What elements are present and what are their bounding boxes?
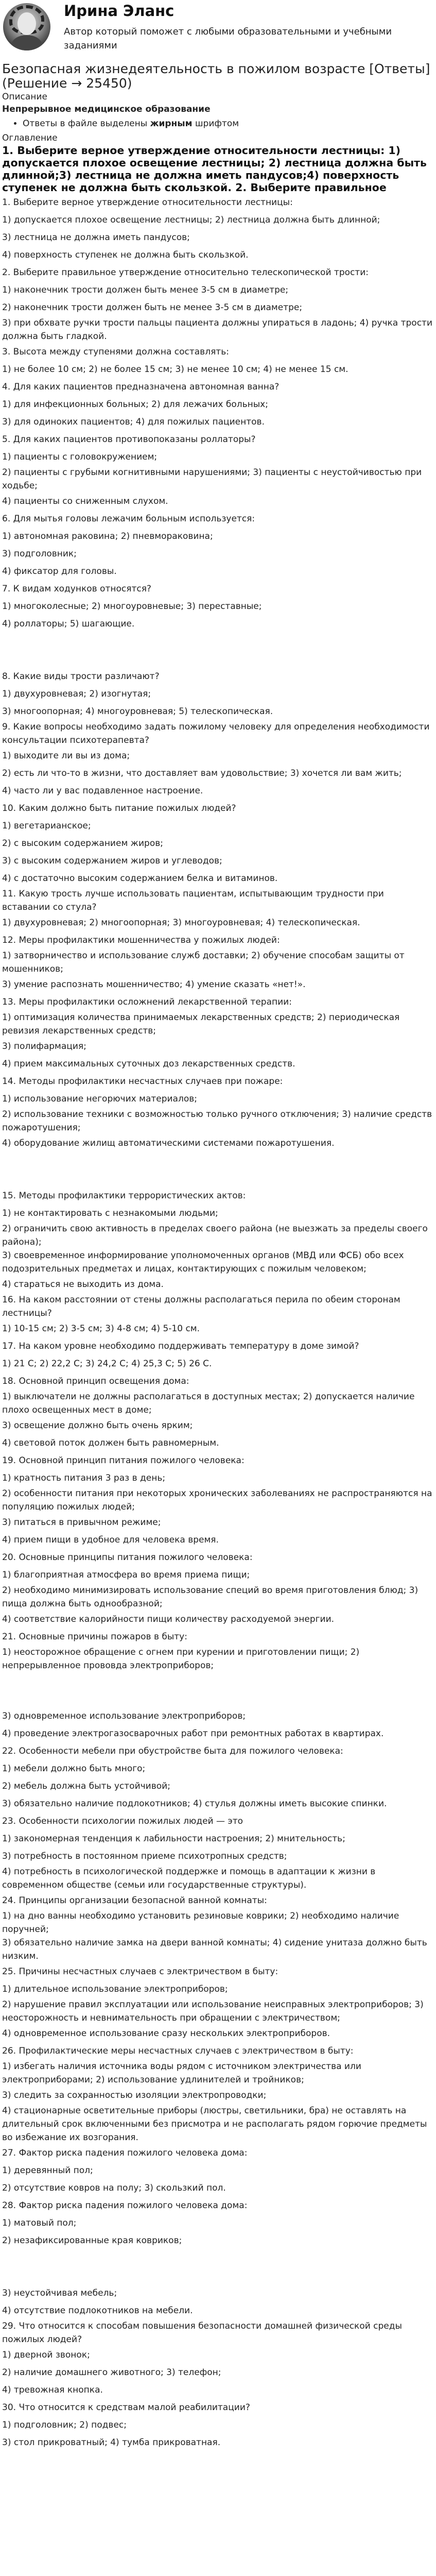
blank-line: [2, 1152, 432, 1170]
text-line: 9. Какие вопросы необходимо задать пожилому человеку для определения необходимости консультации психотерапевта?: [2, 722, 430, 745]
text-line: 3) обязательно наличие замка на двери ванной комнаты; 4) сидение унитаза должно быть низким.: [2, 1938, 427, 1961]
text-line: 1) 10-15 см; 2) 3-5 см; 3) 4-8 см; 4) 5-10 см.: [2, 1324, 200, 1334]
text-line: 1) не контактировать с незнакомыми людьми;: [2, 1208, 218, 1218]
text-line: 21. Основные причины пожаров в быту:: [2, 1632, 187, 1642]
text-line: 23. Особенности психологии пожилых людей — это: [2, 1816, 243, 1826]
text-line: 4) прием максимальных суточных доз лекарственных средств.: [2, 1059, 295, 1069]
text-line: 2) наконечник трости должен быть не менее 3-5 см в диаметре;: [2, 302, 303, 313]
text-line: 3) неустойчивая мебель;: [2, 2288, 117, 2298]
text-line: 15. Методы профилактики террористических актов:: [2, 1191, 246, 1201]
notes-list: [2, 115, 432, 132]
text-line: 1) на дно ванны необходимо установить резиновые коврики; 2) необходимо наличие поручней;: [2, 1911, 399, 1935]
text-line: 1) автономная раковина; 2) пневмораковина;: [2, 531, 213, 541]
subject-label: Непрерывное медицинское образование: [2, 104, 211, 114]
avatar-face: [18, 12, 36, 35]
text-line: 3) освещение должно быть очень ярким;: [2, 1420, 193, 1431]
text-line: 1) неосторожное обращение с огнем при курении и приготовлении пищи; 2) непрерывленное прововда электроприборов;: [2, 1647, 360, 1671]
text-line: 1) 21 С; 2) 22,2 С; 3) 24,2 С; 4) 25,3 С; 5) 26 С.: [2, 1359, 212, 1369]
text-line: 4) прием пищи в удобное для человека время.: [2, 1535, 219, 1545]
text-line: 1) допускается плохое освещение лестницы; 2) лестница должна быть длинной;: [2, 215, 380, 225]
text-line: 3) стол прикроватный; 4) тумба прикроватная.: [2, 2437, 221, 2448]
text-line: 28. Фактор риска падения пожилого человека дома:: [2, 2200, 248, 2211]
text-line: 1. Выберите верное утверждение относительности лестницы:: [2, 197, 293, 208]
text-line: 4) часто ли у вас подавленное настроение.: [2, 786, 203, 796]
text-line: 3) подголовник;: [2, 549, 77, 559]
text-line: 13. Меры профилактики осложнений лекарственной терапии:: [2, 997, 292, 1007]
text-line: 3) обязательно наличие подлокотников; 4) стулья должны иметь высокие спинки.: [2, 1799, 387, 1809]
text-line: 3) полифармация;: [2, 1041, 86, 1052]
author-avatar[interactable]: [3, 3, 50, 50]
text-line: 1) оптимизация количества принимаемых лекарственных средств; 2) периодическая ревизия лекарственных средств;: [2, 1012, 400, 1036]
text-line: 1) матовый пол;: [2, 2218, 77, 2228]
text-line: 17. На каком уровне необходимо поддерживать температуру в доме зимой?: [2, 1341, 359, 1351]
text-line: 14. Методы профилактики несчастных случаев при пожаре:: [2, 1076, 283, 1087]
note-bold: жирным: [150, 118, 193, 129]
avatar-body: [11, 35, 42, 50]
text-line: 5. Для каких пациентов противопоказаны роллаторы?: [2, 434, 256, 445]
text-line: 1) выключатели не должны располагаться в доступных местах; 2) допускается наличие плохо освещенных мест в доме;: [2, 1392, 415, 1415]
text-line: 7. К видам ходунков относятся?: [2, 584, 151, 594]
text-line: 1) использование негорючих материалов;: [2, 1094, 197, 1104]
text-line: 3) своевременное информирование уполномоченных органов (МВД или ФСБ) обо всех подозрительных предметах и лицах, контактирующих с пожилым человеком;: [2, 1250, 404, 1274]
text-line: 1) деревянный пол;: [2, 2165, 93, 2176]
text-line: 4. Для каких пациентов предназначена автономная ванна?: [2, 382, 280, 392]
text-line: 8. Какие виды трости различают?: [2, 671, 160, 682]
text-line: 1) вегетарианское;: [2, 821, 91, 831]
text-line: 4) стационарные осветительные приборы (люстры, светильники, бра) не оставлять на длительный срок включенными без присмотра и не располагать рядом горючие предметы во избежание их возгорания.: [2, 2106, 427, 2143]
document-content: [2, 62, 432, 2451]
text-line: 1) двухуровневая; 2) изогнутая;: [2, 689, 151, 699]
text-line: 2) незафиксированные края ковриков;: [2, 2235, 182, 2246]
text-line: 3) потребность в постоянном приеме психотропных средств;: [2, 1851, 287, 1861]
text-line: 2) есть ли что-то в жизни, что доставляет вам удовольствие; 3) хочется ли вам жить;: [2, 768, 402, 778]
text-line: 1) благоприятная атмосфера во время приема пищи;: [2, 1570, 250, 1580]
text-line: 3) с высоким содержанием жиров и углеводов;: [2, 856, 222, 866]
text-line: 6. Для мытья головы лежачим больным используется:: [2, 514, 255, 524]
text-line: 2) мебель должна быть устойчивой;: [2, 1781, 170, 1791]
note-suffix: шрифтом: [192, 118, 239, 129]
blank-line: [2, 633, 432, 650]
text-line: 1) длительное использование электроприборов;: [2, 1984, 228, 1994]
document-title: Безопасная жизнедеятельность в пожилом возрасте [Ответы] (Решение → 25450): [2, 61, 430, 91]
text-line: 4) соответствие калорийности пищи количеству расходуемой энергии.: [2, 1614, 335, 1624]
text-line: 30. Что относится к средствам малой реабилитации?: [2, 2402, 250, 2413]
text-line: 1) подголовник; 2) подвес;: [2, 2420, 127, 2430]
text-line: 3) следить за сохранностью изоляции электропроводки;: [2, 2090, 267, 2100]
text-line: 22. Особенности мебели при обустройстве быта для пожилого человека:: [2, 1746, 343, 1756]
text-line: 4) пациенты со сниженным слухом.: [2, 496, 168, 506]
text-line: 18. Основной принцип освещения дома:: [2, 1376, 189, 1386]
blank-line: [2, 1170, 432, 1187]
blank-line: [2, 2249, 432, 2267]
text-line: 2. Выберите правильное утверждение относительно телескопической трости:: [2, 267, 369, 278]
text-line: 2) пациенты с грубыми когнитивными нарушениями; 3) пациенты с неустойчивостью при ходьбе;: [2, 467, 422, 491]
text-line: 27. Фактор риска падения пожилого человека дома:: [2, 2148, 248, 2158]
text-line: 1) закономерная тенденция к лабильности настроения; 2) мнительность;: [2, 1834, 345, 1844]
text-line: 3) лестница не должна иметь пандусов;: [2, 232, 190, 243]
text-line: 4) поверхность ступенек не должна быть скользкой.: [2, 250, 249, 260]
text-line: 4) оборудование жилищ автоматическими системами пожаротушения.: [2, 1138, 335, 1148]
text-line: 11. Какую трость лучше использовать пациентам, испытывающим трудности при вставании со стула?: [2, 889, 384, 912]
blank-line: [2, 2267, 432, 2284]
text-line: 4) тревожная кнопка.: [2, 2385, 103, 2395]
author-description: Автор который поможет с любыми образовательными и учебными заданиями: [64, 26, 392, 51]
text-line: 2) ограничить свою активность в пределах своего района (не выезжать за пределы своего района);: [2, 1224, 428, 1247]
text-line: 3) питаться в привычном режиме;: [2, 1517, 161, 1528]
text-line: 26. Профилактические меры несчастных случаев с электричеством в быту:: [2, 2046, 354, 2056]
first-question-heading: 1. Выберите верное утверждение относительности лестницы: 1) допускается плохое освещение лестницы; 2) лестница должна быть длинной;3) лестница не должна иметь пандусов;4) поверхность ступенек не должна быть скользкой. 2. Выберите правильное: [2, 144, 427, 194]
text-line: 16. На каком расстоянии от стены должны располагаться перила по обеим сторонам лестницы?: [2, 1295, 400, 1318]
text-line: 4) проведение электрогазосварочных работ при ремонтных работах в квартирах.: [2, 1728, 384, 1739]
text-line: 3) многоопорная; 4) многоуровневая; 5) телескопическая.: [2, 706, 273, 717]
text-line: 24. Принципы организации безопасной ванной комнаты:: [2, 1895, 267, 1906]
text-line: 1) избегать наличия источника воды рядом с источником электричества или электроприборами; 2) использование удлинителей и тройников;: [2, 2061, 361, 2085]
text-line: 25. Причины несчастных случаев с электричеством в быту:: [2, 1967, 278, 1977]
text-line: 1) пациенты с головокружением;: [2, 452, 158, 462]
text-line: 1) двухуровневая; 2) многоопорная; 3) многоуровневая; 4) телескопическая.: [2, 918, 360, 928]
text-line: 1) многоколесные; 2) многоуровневые; 3) переставные;: [2, 601, 262, 612]
text-line: 2) нарушение правил эксплуатации или использование неисправных электроприборов; 3) неосторожность и невнимательность при обращении с электричеством;: [2, 1999, 424, 2023]
text-line: 4) отсутствие подлокотников на мебели.: [2, 2306, 193, 2316]
note-prefix: Ответы в файле выделены: [23, 118, 150, 129]
text-line: 3) для одиноких пациентов; 4) для пожилых пациентов.: [2, 417, 265, 427]
text-line: 4) фиксатор для головы.: [2, 566, 117, 577]
text-line: 2) использование техники с возможностью только ручного отключения; 3) наличие средств пожаротушения;: [2, 1109, 432, 1133]
text-line: 4) с достаточно высоким содержанием белка и витаминов.: [2, 873, 278, 884]
answer-note: [23, 115, 432, 132]
text-line: 19. Основной принцип питания пожилого человека:: [2, 1455, 245, 1466]
toc-label: Оглавление: [2, 133, 58, 143]
blank-line: [2, 1690, 432, 1707]
text-line: 2) особенности питания при некоторых хронических заболеваниях не распространяются на популяцию пожилых людей;: [2, 1488, 432, 1512]
text-line: 1) наконечник трости должен быть менее 3-5 см в диаметре;: [2, 285, 289, 295]
text-line: 1) мебели должно быть много;: [2, 1764, 146, 1774]
text-line: 4) световой поток должен быть равномерным.: [2, 1438, 219, 1448]
text-line: 1) дверной звонок;: [2, 2350, 90, 2360]
text-line: 1) кратность питания 3 раз в день;: [2, 1473, 166, 1483]
blank-line: [2, 1672, 432, 1690]
text-line: 12. Меры профилактики мошенничества у пожилых людей:: [2, 935, 280, 945]
text-line: 10. Каким должно быть питание пожилых людей?: [2, 803, 236, 814]
text-line: 3. Высота между ступенями должна составлять:: [2, 347, 229, 357]
text-line: 4) потребность в психологической поддержке и помощь в адаптации к жизни в современном обществе (семьи или государственные структуры).: [2, 1867, 376, 1890]
author-header: [0, 0, 436, 61]
text-line: 4) роллаторы; 5) шагающие.: [2, 619, 135, 629]
text-line: 2) наличие домашнего животного; 3) телефон;: [2, 2367, 221, 2378]
text-line: 2) отсутствие ковров на полу; 3) скользкий пол.: [2, 2183, 226, 2193]
text-line: 2) с высоким содержанием жиров;: [2, 838, 163, 849]
text-line: 1) выходите ли вы из дома;: [2, 751, 130, 761]
blank-line: [2, 650, 432, 668]
text-line: 4) стараться не выходить из дома.: [2, 1279, 164, 1290]
author-name[interactable]: Ирина Эланс: [64, 2, 175, 20]
text-line: 20. Основные принципы питания пожилого человека:: [2, 1552, 253, 1563]
text-line: 3) умение распознать мошенничество; 4) умение сказать «нет!».: [2, 979, 306, 990]
question-list: [2, 194, 432, 2451]
text-line: 1) не более 10 см; 2) не более 15 см; 3) не менее 10 см; 4) не менее 15 см.: [2, 364, 348, 375]
text-line: 1) затворничество и использование служб доставки; 2) обучение способам защиты от мошенников;: [2, 951, 405, 974]
description-label: Описание: [2, 92, 47, 102]
text-line: 3) при обхвате ручки трости пальцы пациента должны упираться в ладонь; 4) ручка трости должна быть гладкой.: [2, 318, 432, 342]
text-line: 2) необходимо минимизировать использование специй во время приготовления блюд; 3) пища должна быть однообразной;: [2, 1585, 418, 1609]
text-line: 1) для инфекционных больных; 2) для лежачих больных;: [2, 399, 268, 410]
text-line: 29. Что относится к способам повышения безопасности домашней физической среды пожилых людей?: [2, 2321, 402, 2345]
text-line: 4) одновременное использование сразу нескольких электроприборов.: [2, 2028, 330, 2039]
text-line: 3) одновременное использование электроприборов;: [2, 1711, 246, 1721]
